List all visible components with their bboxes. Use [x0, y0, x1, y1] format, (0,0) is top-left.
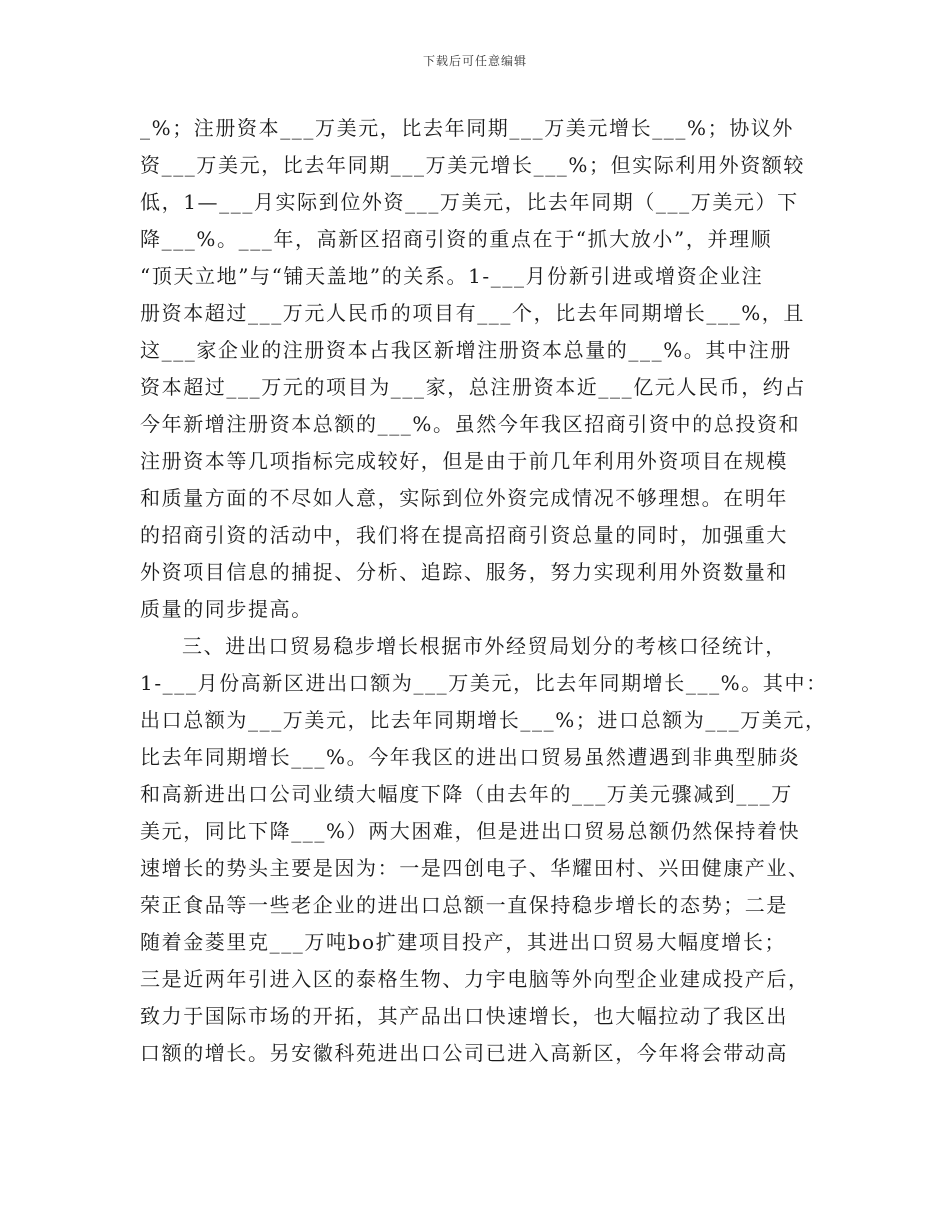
- text-line: 1-___月份高新区进出口额为___万美元，比去年同期增长___%。其中：: [140, 671, 828, 695]
- text-line: 三是近两年引进入区的泰格生物、力宇电脑等外向型企业建成投产后，: [140, 967, 810, 991]
- text-line: 速增长的势头主要是因为：一是四创电子、华耀田村、兴田健康产业、: [140, 856, 810, 880]
- text-line: 这___家企业的注册资本占我区新增注册资本总量的___%。其中注册: [140, 338, 792, 362]
- text-line: 口额的增长。另安徽科苑进出口公司已进入高新区，今年将会带动高: [140, 1041, 788, 1065]
- text-line: 注册资本等几项指标完成较好，但是由于前几年利用外资项目在规模: [140, 449, 788, 473]
- text-line: 册资本超过___万元人民币的项目有___个，比去年同期增长___%，且: [140, 301, 806, 325]
- text-line: 和高新进出口公司业绩大幅度下降（由去年的___万美元骤减到___万: [140, 782, 793, 806]
- text-line: 比去年同期增长___%。今年我区的进出口贸易虽然遭遇到非典型肺炎: [140, 745, 801, 769]
- text-line-section-heading: 三、进出口贸易稳步增长根据市外经贸局划分的考核口径统计，: [182, 634, 787, 658]
- document-body: [140, 110, 828, 1072]
- text-line: 出口总额为___万美元，比去年同期增长___%；进口总额为___万美元，: [140, 708, 827, 732]
- text-line: 美元，同比下降___%）两大困难，但是进出口贸易总额仍然保持着快: [140, 819, 801, 843]
- text-line: _%；注册资本___万美元，比去年同期___万美元增长___%；协议外: [140, 116, 795, 140]
- text-line: 资本超过___万元的项目为___家，总注册资本近___亿元人民币，约占: [140, 375, 806, 399]
- text-line: 降___%。___年，高新区招商引资的重点在于“抓大放小”，并理顺: [140, 227, 773, 251]
- text-line: 今年新增注册资本总额的___%。虽然今年我区招商引资中的总投资和: [140, 412, 801, 436]
- text-line: 和质量方面的不尽如人意，实际到位外资完成情况不够理想。在明年: [140, 486, 788, 510]
- paragraph-trade: [140, 628, 828, 1072]
- paragraph-investment: [140, 110, 820, 628]
- text-line: 资___万美元，比去年同期___万美元增长___%；但实际利用外资额较: [140, 153, 806, 177]
- text-line: 质量的同步提高。: [140, 597, 313, 621]
- text-line: 外资项目信息的捕捉、分析、追踪、服务，努力实现利用外资数量和: [140, 560, 788, 584]
- text-line: 低，1—___月实际到位外资___万美元，比去年同期（___万美元）下: [140, 190, 799, 214]
- text-line: “顶天立地”与“铺天盖地”的关系。1-___月份新引进或增资企业注: [140, 264, 764, 288]
- text-line: 荣正食品等一些老企业的进出口总额一直保持稳步增长的态势；二是: [140, 893, 788, 917]
- text-line: 的招商引资的活动中，我们将在提高招商引资总量的同时，加强重大: [140, 523, 788, 547]
- text-line: 随着金菱里克___万吨bo扩建项目投产，其进出口贸易大幅度增长；: [140, 930, 787, 954]
- text-line: 致力于国际市场的开拓，其产品出口快速增长，也大幅拉动了我区出: [140, 1004, 788, 1028]
- page-header: 下载后可任意编辑: [422, 54, 527, 68]
